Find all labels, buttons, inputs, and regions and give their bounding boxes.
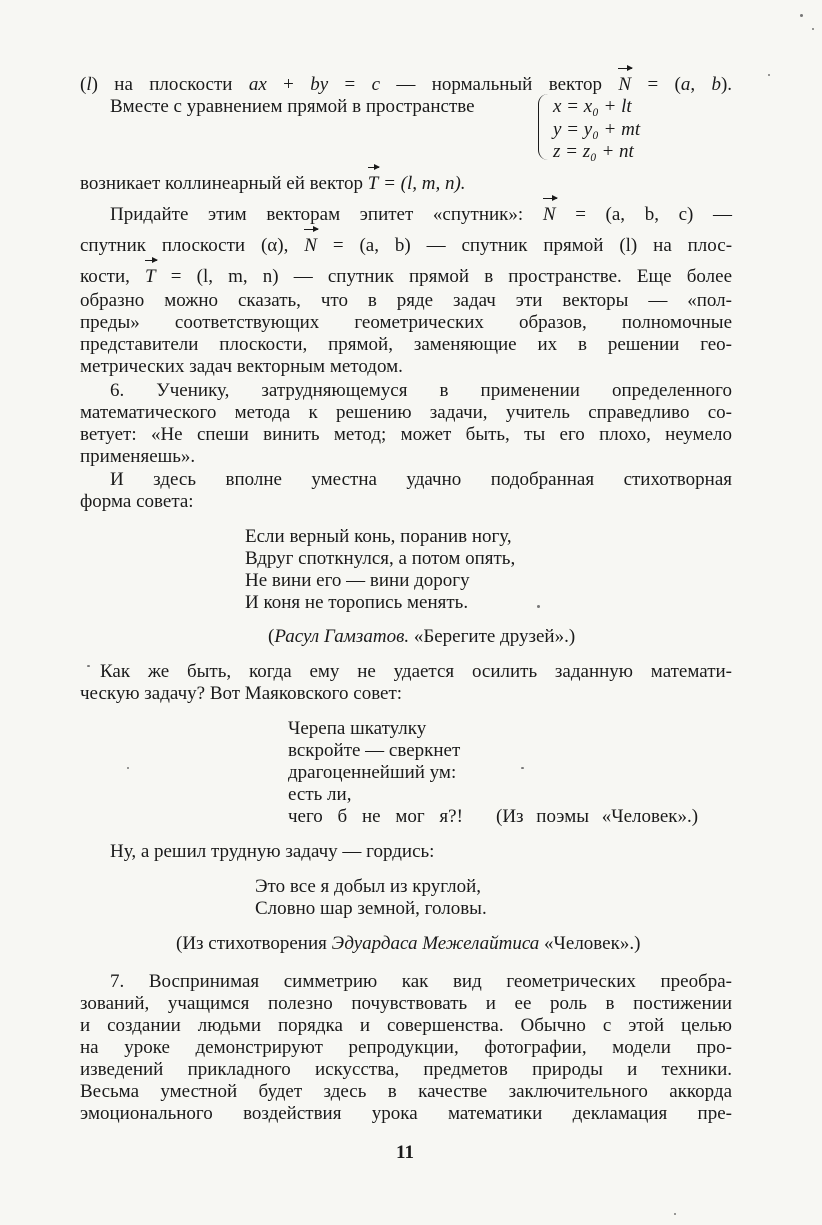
vector-n-symbol-2: N — [542, 204, 556, 225]
vector-t-value: = (l, m, n). — [383, 173, 466, 194]
poem1-line-4: И коня не торопись менять. — [245, 592, 469, 613]
poem1-line-1: Если верный конь, поранив ногу, — [245, 526, 512, 547]
poem1-author: Расул Гамзатов. — [274, 626, 410, 647]
text-line-collinear — [80, 174, 466, 193]
system-eq-1: x = x₀ + lt — [553, 96, 632, 117]
text-sputnik-space: = (l, m, n) — спутник прямой в пространстве. Еще более — [170, 266, 732, 287]
para-6-line-1: 6. Ученику, затрудняющемуся в применении определенного — [110, 380, 732, 401]
label-l: (l) — [80, 74, 98, 95]
poem2-line-3: драгоценнейший ум: — [288, 762, 457, 783]
poem1-title: «Берегите друзей». — [413, 626, 569, 647]
scan-speck — [812, 28, 814, 30]
text-sputnik-plane: спутник плоскости (α), — [80, 235, 289, 256]
equation-plane: ax + by = c — [248, 74, 381, 95]
text-sputnik-line: = (a, b) — спутник прямой (l) на плос- — [332, 235, 733, 256]
poem1-source: (Расул Гамзатов. «Берегите друзей».) — [268, 626, 576, 647]
system-eq-2: y = y₀ + mt — [553, 119, 641, 140]
vector-n-eq: N = (a, b). — [618, 74, 733, 95]
poem3-line-2: Словно шар земной, головы. — [255, 898, 487, 919]
para-7-line-2: зований, учащимся полезно почувствовать и ее роль в постижении — [80, 993, 732, 1014]
text-on-plane: на плоскости — [114, 74, 233, 95]
scan-speck — [537, 605, 540, 608]
para-6-line-3: ветует: «Не спеши винить метод; может быть, ты его плохо, неумело — [80, 424, 732, 445]
poem1-line-3: Не вини его — вини дорогу — [245, 570, 470, 591]
scan-speck — [87, 665, 90, 667]
para-6-line-2: математического метода к решению задачи, учитель справедливо со- — [80, 402, 732, 423]
text-line-2: Вместе с уравнением прямой в пространстве — [110, 96, 475, 117]
text-collinear: возникает коллинеарный ей вектор — [80, 173, 363, 194]
para-sputnik-line-7: метрических задач векторным методом. — [80, 356, 403, 377]
para-advice-line-2: форма совета: — [80, 491, 194, 512]
para-7-line-7: эмоционального воздействия урока математики декламация пре- — [80, 1103, 732, 1124]
para-sputnik-line-1 — [110, 205, 732, 224]
scan-speck — [768, 74, 770, 76]
poem3-author: Эдуардаса Межелайтиса — [331, 933, 540, 954]
para-sputnik-line-6: представители плоскости, прямой, заменяющие их в решении гео- — [80, 334, 732, 355]
para-advice-line-1: И здесь вполне уместна удачно подобранная стихотворная — [110, 469, 732, 490]
poem2-line-2: вскройте — сверкнет — [288, 740, 461, 761]
scan-speck — [127, 767, 129, 769]
para-sputnik-line-5: преды» соответствующих геометрических образов, полномочные — [80, 312, 732, 333]
poem1-line-2: Вдруг споткнулся, а потом опять, — [245, 548, 516, 569]
poem3-title: «Человек».) — [544, 933, 641, 954]
vector-n-symbol-3: N — [304, 235, 317, 256]
para-7-line-6: Весьма уместной будет здесь в качестве заключительного аккорда — [80, 1081, 732, 1102]
vector-n-symbol: N — [618, 74, 632, 95]
para-7-line-3: и создании людьми порядка и совершенства. Обычно с этой целью — [80, 1015, 732, 1036]
poem3-source — [176, 934, 640, 953]
vector-t-symbol-2: T — [145, 266, 156, 287]
para-6-line-4: применяешь». — [80, 446, 196, 467]
para-sputnik-line-3 — [80, 267, 732, 286]
para-7-line-5: изведений прикладного искусства, предметов природы и техники. — [80, 1059, 732, 1080]
poem3-line-1: Это все я добыл из круглой, — [255, 876, 482, 897]
para-sputnik-line-2 — [80, 236, 732, 255]
para-7-line-1: 7. Воспринимая симметрию как вид геометрических преобра- — [110, 971, 732, 992]
text-line-1 — [80, 75, 732, 94]
system-eq-3: z = z₀ + nt — [553, 141, 634, 162]
para-7-line-4: на уроке демонстрируют репродукции, фотографии, модели про- — [80, 1037, 732, 1058]
page-number: 11 — [396, 1142, 414, 1163]
system-brace — [538, 94, 549, 160]
poem2-line-4: есть ли, — [288, 784, 352, 805]
text-normal-vector: — нормальный вектор — [396, 74, 603, 95]
vector-t-symbol: T — [367, 173, 379, 194]
poem2-line-5: чего б не мог я?! — [288, 806, 463, 827]
poem2-source: (Из поэмы «Человек».) — [496, 806, 699, 827]
poem2-line-1: Черепа шкатулку — [288, 718, 427, 739]
para-mayakovsky-line-2: ческую задачу? Вот Маяковского совет: — [80, 683, 403, 704]
scan-speck — [800, 14, 803, 17]
para-sputnik-line-4: образно можно сказать, что в ряде задач эти векторы — «пол- — [80, 290, 732, 311]
text-sputnik-kosti: кости, — [80, 266, 130, 287]
vector-n-value-3d: = (a, b, c) — — [575, 204, 733, 225]
text-sputnik-intro: Придайте этим векторам эпитет «спутник»: — [110, 204, 524, 225]
poem3-source-prefix: (Из стихотворения — [176, 933, 327, 954]
scan-speck — [674, 1213, 676, 1215]
para-proud: Ну, а решил трудную задачу — гордись: — [110, 841, 435, 862]
para-mayakovsky-line-1: Как же быть, когда ему не удается осилить заданную математи- — [100, 661, 732, 682]
scan-speck — [521, 767, 524, 769]
